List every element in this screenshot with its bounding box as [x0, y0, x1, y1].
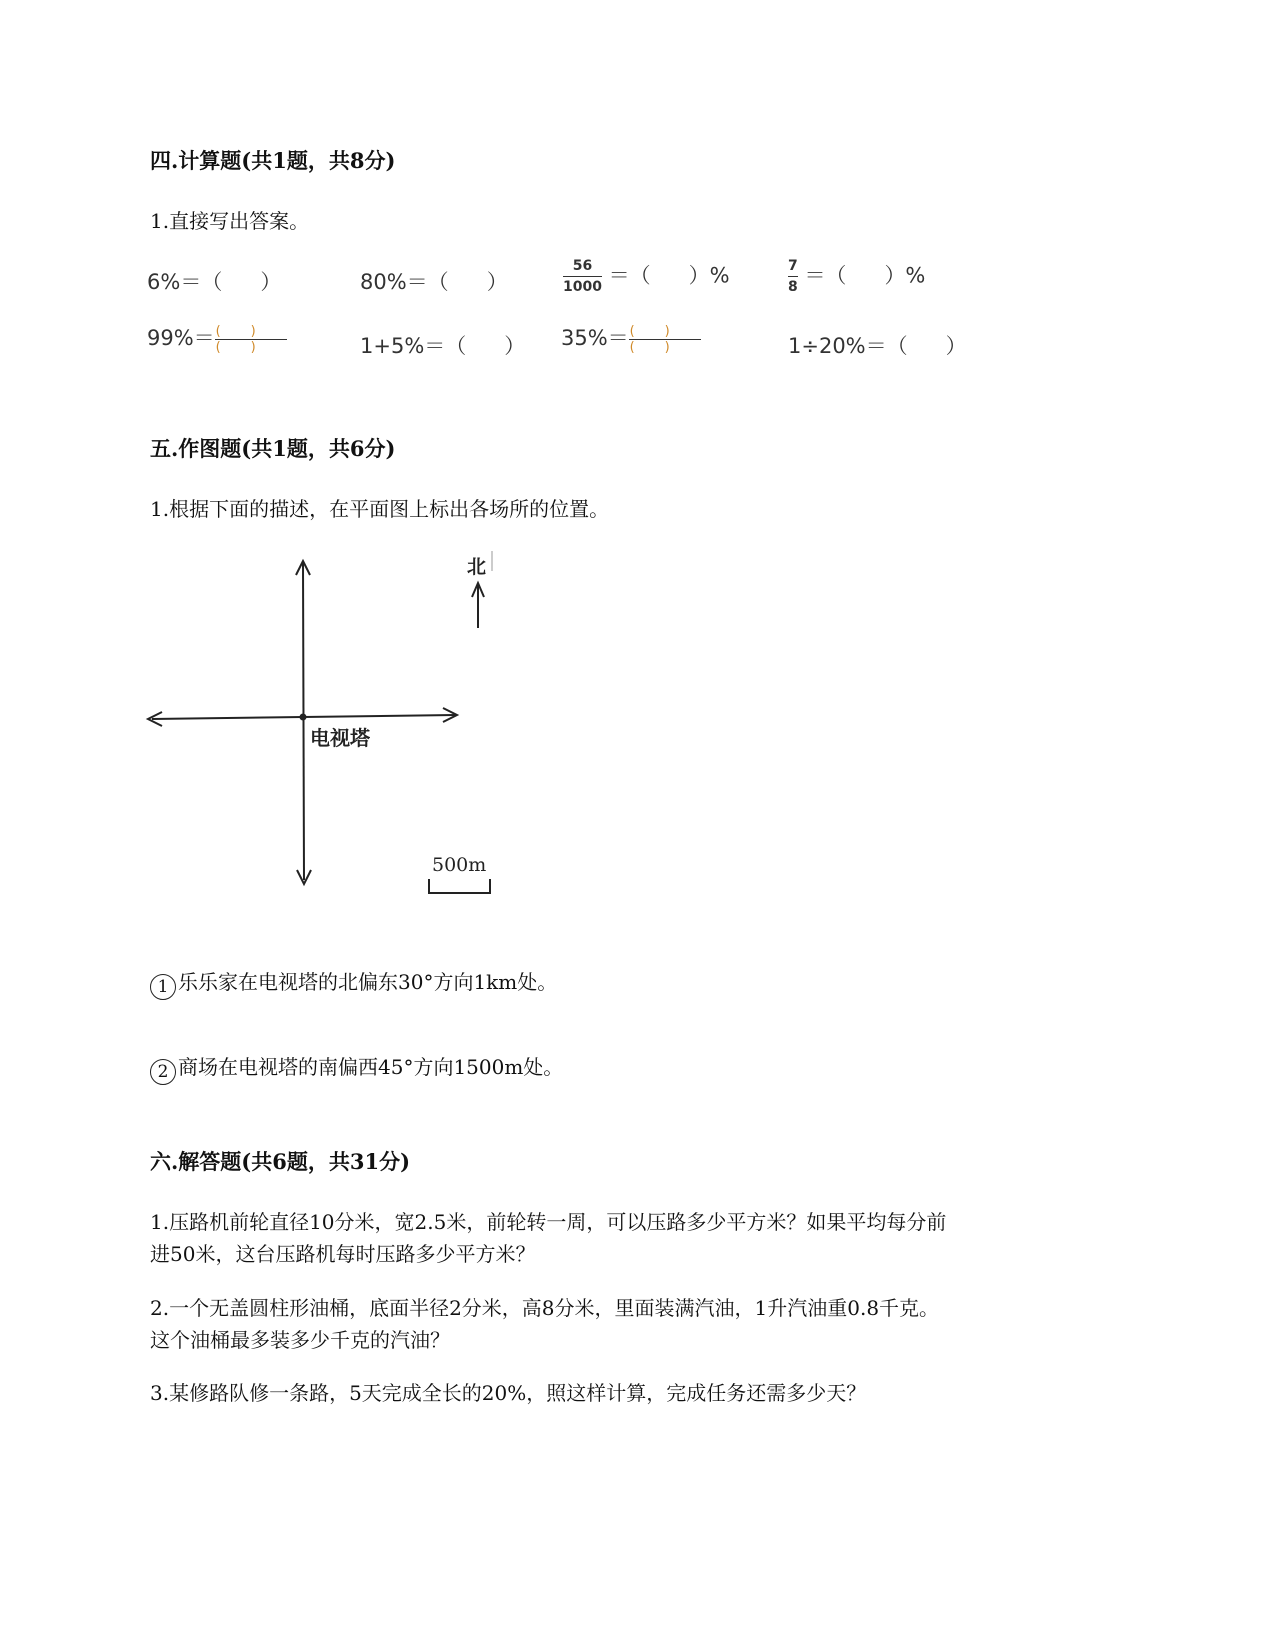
- answer-question-2: [150, 1292, 939, 1356]
- expr-close: ）: [504, 334, 526, 358]
- tv-tower-label: 电视塔: [310, 726, 370, 750]
- expr-text: 80%＝（: [360, 270, 449, 294]
- question-line: 3.某修路队修一条路，5天完成全长的20%，照这样计算，完成任务还需多少天？: [150, 1381, 867, 1405]
- question-line: 进50米，这台压路机每时压路多少平方米？: [150, 1242, 536, 1266]
- blank-denominator: (): [629, 339, 700, 355]
- item-text: 乐乐家在电视塔的北偏东30°方向1km处。: [178, 970, 558, 994]
- direction-map: [140, 545, 520, 910]
- numerator: 7: [788, 258, 798, 274]
- north-label: 北: [467, 556, 487, 578]
- expr-close: ）: [486, 270, 508, 294]
- circled-number: 1: [150, 974, 176, 1000]
- expr-text: 1+5%＝（: [360, 334, 467, 358]
- calc-expr-6: [360, 330, 525, 360]
- item-text: 商场在电视塔的南偏西45°方向1500m处。: [178, 1055, 564, 1079]
- expr-text: ＝（: [608, 263, 651, 288]
- section-title-answer: 六.解答题(共6题，共31分): [150, 1149, 411, 1174]
- calc-expr-3: [563, 258, 730, 295]
- blank-numerator: (): [215, 323, 286, 339]
- fraction: [563, 258, 602, 295]
- calc-question: 1.直接写出答案。: [150, 209, 310, 233]
- expr-close: ）: [260, 270, 282, 294]
- expr-text: 99%＝: [147, 326, 215, 350]
- denominator: 1000: [563, 279, 602, 295]
- blank-denominator: (): [215, 339, 286, 355]
- numerator: 56: [572, 258, 593, 274]
- expr-text: 6%＝（: [147, 270, 223, 294]
- calc-expr-7: [561, 322, 701, 354]
- calc-expr-1: [147, 266, 281, 296]
- drawing-item-1: [150, 966, 557, 1000]
- vertical-axis: [303, 563, 304, 880]
- expr-text: 1÷20%＝（: [788, 334, 908, 358]
- scale-bar: [429, 879, 490, 893]
- fraction: [788, 258, 798, 295]
- blank-numerator: (): [629, 323, 700, 339]
- scale-label: 500m: [432, 854, 487, 876]
- circled-number: 2: [150, 1059, 176, 1085]
- calc-expr-5: [147, 322, 287, 354]
- section-title-calc: 四.计算题(共1题，共8分): [150, 148, 396, 173]
- blank-fraction: [215, 325, 287, 354]
- calc-expr-4: [788, 258, 925, 295]
- expr-close: ）%: [688, 263, 730, 288]
- expr-close: ）%: [884, 263, 926, 288]
- answer-question-1: [150, 1206, 946, 1270]
- expr-text: ＝（: [804, 263, 847, 288]
- blank-fraction: [629, 325, 701, 354]
- drawing-question: 1.根据下面的描述，在平面图上标出各场所的位置。: [150, 497, 610, 521]
- question-line: 这个油桶最多装多少千克的汽油？: [150, 1328, 450, 1352]
- expr-close: ）: [945, 334, 967, 358]
- answer-question-3: [150, 1377, 866, 1409]
- section-title-drawing: 五.作图题(共1题，共6分): [150, 436, 396, 461]
- question-line: 2.一个无盖圆柱形油桶，底面半径2分米，高8分米，里面装满汽油，1升汽油重0.8千克。: [150, 1296, 940, 1320]
- tv-tower-point: [300, 714, 307, 721]
- expr-text: 35%＝: [561, 326, 629, 350]
- calc-expr-2: [360, 266, 508, 296]
- drawing-item-2: [150, 1051, 563, 1085]
- calc-expr-8: [788, 330, 967, 360]
- denominator: 8: [788, 279, 798, 295]
- question-line: 1.压路机前轮直径10分米，宽2.5米，前轮转一周，可以压路多少平方米？如果平均每分前: [150, 1210, 947, 1234]
